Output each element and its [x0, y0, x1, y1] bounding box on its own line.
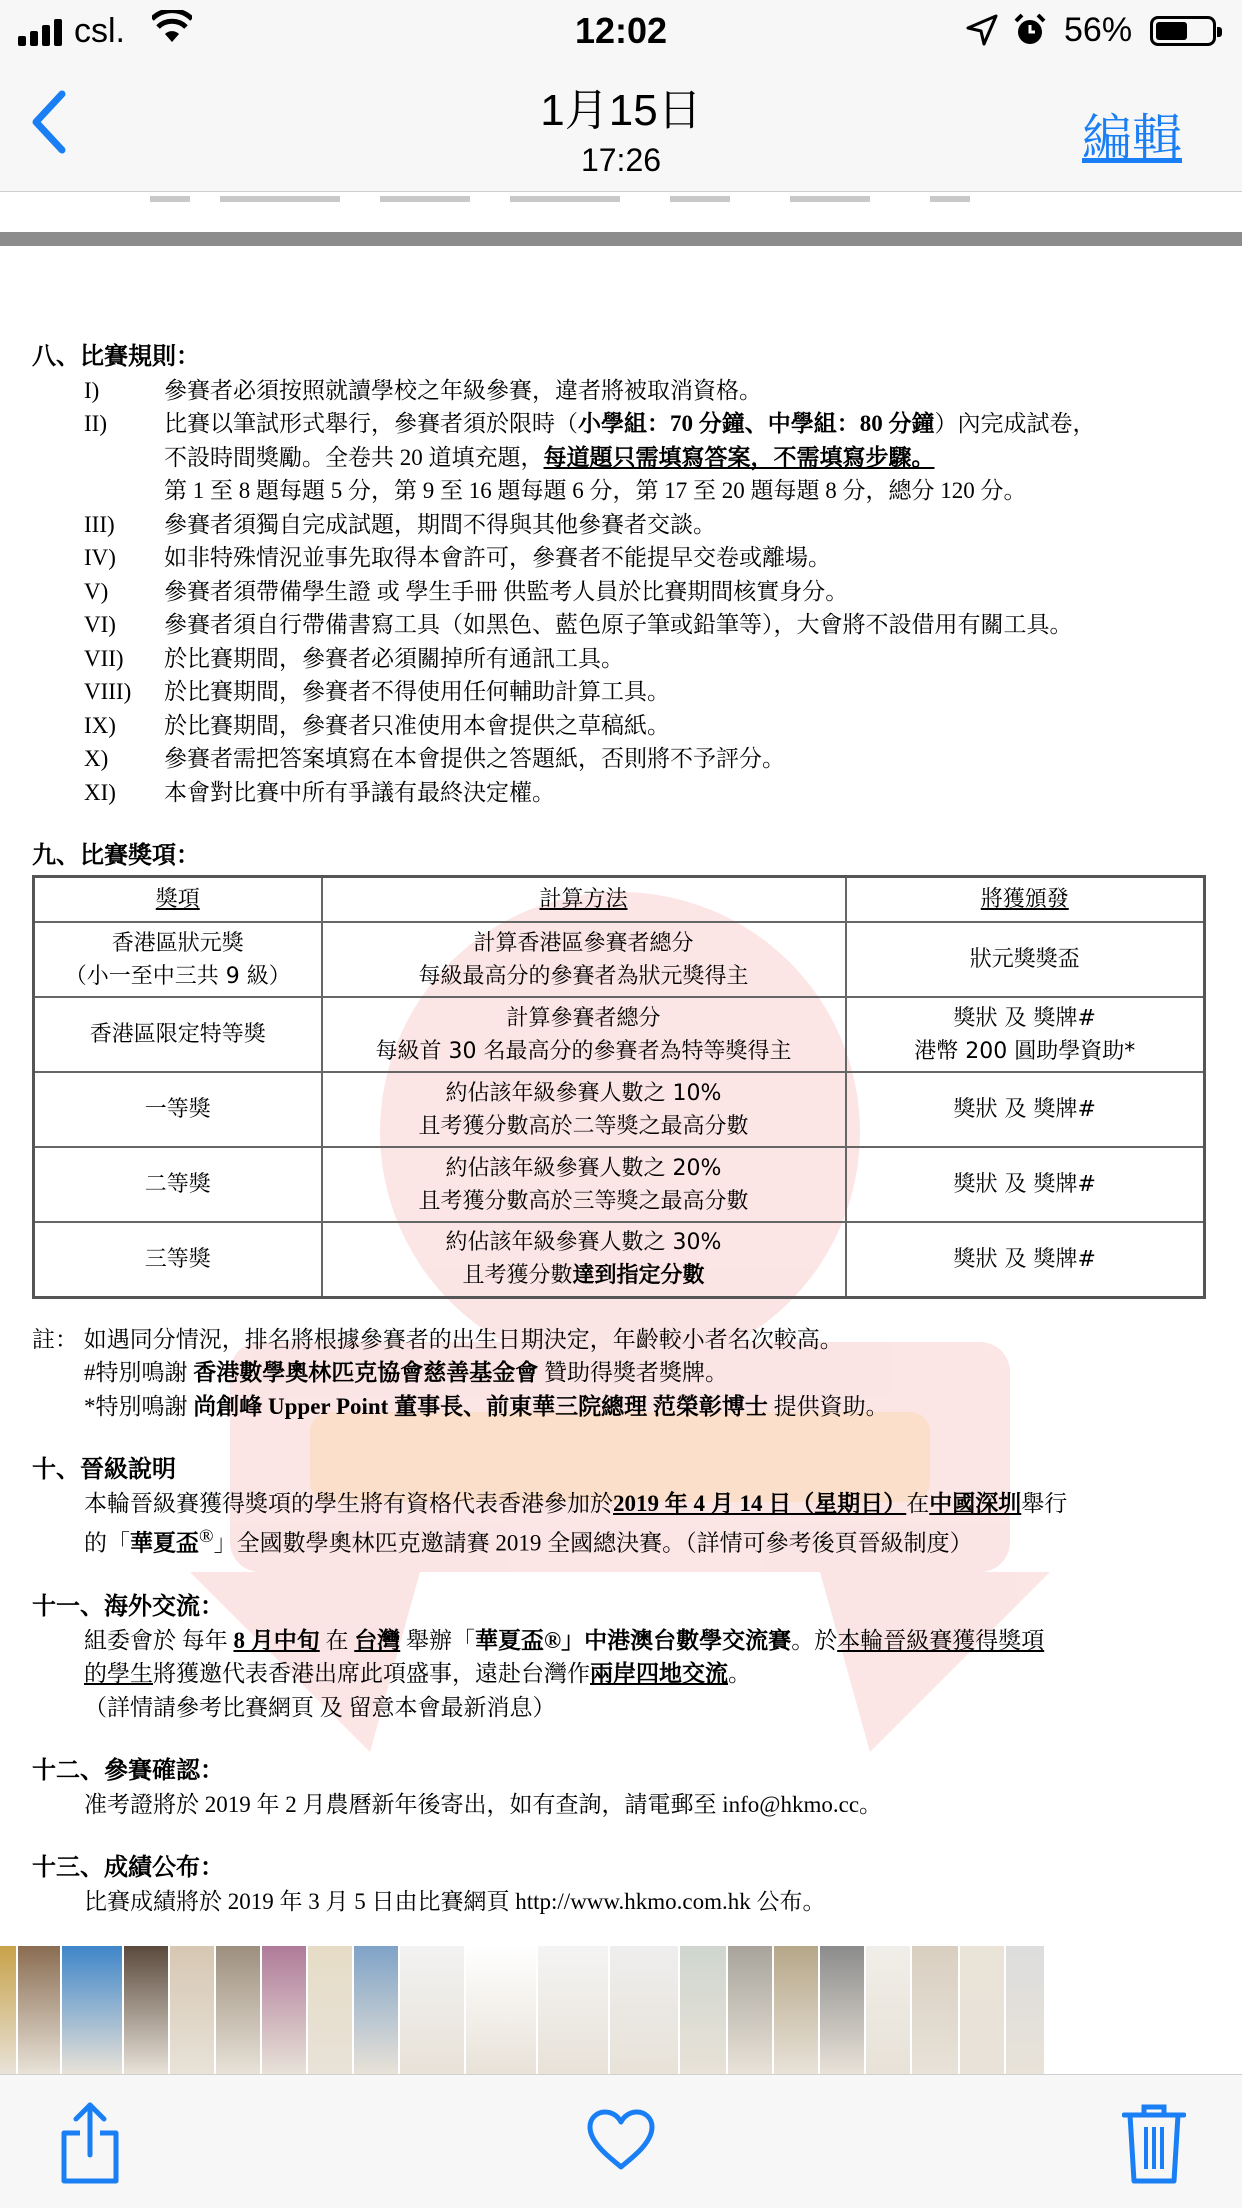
prize-cell: [846, 1147, 1205, 1222]
paragraph-line: [32, 1624, 1212, 1658]
rule-item: [32, 407, 1212, 441]
rule-text: 參賽者必須按照就讀學校之年級參賽，違者將被取消資格。: [164, 377, 762, 403]
prize-line: 狀元獎獎盃: [969, 947, 1080, 972]
rule-text: 於比賽期間，參賽者只准使用本會提供之草稿紙。: [164, 712, 670, 738]
note-text: 贊助得獎者獎牌。: [544, 1360, 728, 1385]
spacer: [32, 1299, 1212, 1323]
note-line: [32, 1356, 1212, 1390]
heart-icon: [586, 2109, 656, 2171]
photo-thumbnail[interactable]: [728, 1946, 774, 2074]
page-divider: [0, 232, 1242, 246]
delete-button[interactable]: [1122, 2101, 1186, 2190]
method-cell: [322, 1072, 846, 1147]
text-part: 舉辦「: [406, 1627, 475, 1653]
award-name: 一等獎: [144, 1097, 211, 1122]
awards-table: [32, 875, 1206, 1299]
method-line: 每級首 30 名最高分的參賽者為特等獎得主: [375, 1038, 792, 1064]
scoring-text: 第 1 至 8 題每題 5 分，第 9 至 16 題每題 6 分，第 17 至 20 題每題 8 分，總分 120 分。: [164, 478, 1027, 503]
note-text: 提供資助。: [773, 1393, 889, 1419]
rule-text: 於比賽期間，參賽者必須關掉所有通訊工具。: [164, 645, 624, 671]
table-header: 獎項: [34, 876, 322, 922]
exchange-name: ®」中港澳台數學交流賽: [544, 1627, 792, 1653]
award-name: 香港區限定特等獎: [89, 1022, 266, 1047]
location-icon: [966, 14, 998, 51]
trash-icon: [1122, 2101, 1186, 2185]
section-13-heading: 十三、成績公布：: [32, 1853, 224, 1882]
text-part: 在: [906, 1490, 930, 1516]
rule-number: IV): [84, 545, 116, 570]
paragraph-line: 准考證將於 2019 年 2 月農曆新年後寄出，如有查詢，請電郵至 info@hkmo.cc。: [84, 1791, 883, 1817]
prize-line: 獎狀 及 獎牌#: [953, 1172, 1096, 1197]
rule-text: 參賽者須自行帶備書寫工具（如黑色、藍色原子筆或鉛筆等），大會將不設借用有關工具。: [164, 612, 1073, 637]
rule-number: VII): [84, 645, 124, 671]
photo-thumbnail[interactable]: [610, 1946, 680, 2074]
table-header: 將獲頒發: [846, 876, 1205, 922]
method-cell: [322, 997, 846, 1072]
time-limit-text: 小學組：70 分鐘、中學組：80 分鐘: [578, 411, 935, 436]
rule-item: [32, 575, 1212, 609]
rule-text: 本會對比賽中所有爭議有最終決定權。: [164, 779, 555, 805]
final-location: 中國深圳: [929, 1490, 1022, 1516]
award-name: 香港區狀元獎: [111, 930, 244, 956]
section-12-heading: 十二、參賽確認：: [32, 1756, 224, 1785]
prize-cell: [846, 1222, 1205, 1297]
photo-thumbnail[interactable]: [912, 1946, 960, 2074]
rule-text: 參賽者須獨自完成試題，期間不得與其他參賽者交談。: [164, 511, 716, 537]
photo-thumbnail[interactable]: [262, 1946, 308, 2074]
photo-thumbnail[interactable]: [124, 1946, 170, 2074]
rule-item: [32, 608, 1212, 642]
photo-thumbnail[interactable]: [774, 1946, 820, 2074]
document-page: [32, 340, 1212, 1918]
note-text: *特別鳴謝: [84, 1393, 188, 1419]
method-line: 約佔該年級參賽人數之 10%: [445, 1080, 722, 1106]
photo-thumbnail[interactable]: [466, 1946, 538, 2074]
answer-only-note: 每道題只需填寫答案，不需填寫步驟。: [543, 444, 935, 470]
photo-thumbnail[interactable]: [400, 1946, 466, 2074]
rule-text: 如非特殊情況並事先取得本會許可，參賽者不能提早交卷或離場。: [164, 545, 831, 570]
paragraph-line: 比賽成績將於 2019 年 3 月 5 日由比賽網頁 http://www.hkmo.com.hk 公布。: [84, 1888, 826, 1914]
photo-thumbnail[interactable]: [680, 1946, 728, 2074]
prize-line: 獎狀 及 獎牌#: [953, 1005, 1096, 1031]
photo-thumbnail[interactable]: [216, 1946, 262, 2074]
photo-date: 1月15日: [540, 86, 702, 135]
photo-thumbnail[interactable]: [960, 1946, 1006, 2074]
rule-item: [32, 776, 1212, 810]
award-name-cell: [34, 922, 322, 997]
table-header-row: [34, 876, 1205, 922]
rule-number: II): [84, 411, 107, 436]
rule-item: [32, 374, 1212, 408]
cup-name: 華夏盃: [475, 1627, 544, 1653]
table-header: 計算方法: [322, 876, 846, 922]
rule-number: XI): [84, 779, 116, 805]
sponsor-name: 范榮彰博士: [652, 1393, 768, 1419]
table-row: [34, 1147, 1205, 1222]
sponsor-name: 香港數學奧林匹克協會慈善基金會: [193, 1360, 539, 1385]
photo-thumbnail[interactable]: [308, 1946, 354, 2074]
prize-cell: [846, 922, 1205, 997]
rule-number: V): [84, 578, 109, 604]
paragraph-line: [32, 1520, 1212, 1560]
method-emphasis: 達到指定分數: [572, 1263, 705, 1289]
navigation-bar: [0, 62, 1242, 192]
method-cell: [322, 1147, 846, 1222]
cup-name: 華夏盃: [130, 1530, 199, 1556]
award-name-cell: [34, 1147, 322, 1222]
method-cell: [322, 1222, 846, 1297]
rule-text: 參賽者須帶備學生證 或 學生手冊 供監考人員於比賽期間核實身分。: [164, 578, 849, 604]
paragraph-line: [32, 1657, 1212, 1691]
text-part: 的「: [84, 1530, 130, 1556]
photo-time: 17:26: [580, 142, 662, 178]
thumbnail-strip[interactable]: [0, 1946, 1242, 2074]
final-date: 2019 年 4 月 14 日（星期日）: [613, 1490, 907, 1516]
method-line: 且考獲分數高於三等獎之最高分數: [418, 1188, 749, 1214]
alarm-icon: [1012, 12, 1048, 53]
method-line: [323, 1259, 845, 1292]
text-part: 在: [325, 1627, 349, 1653]
cropped-text-row: [150, 192, 1050, 206]
photo-thumbnail[interactable]: [0, 1946, 18, 2074]
photo-thumbnail[interactable]: [820, 1946, 866, 2074]
spacer: [32, 1821, 1212, 1851]
photo-thumbnail[interactable]: [538, 1946, 610, 2074]
text-part: 將獲邀代表香港出席此項盛事，遠赴台灣作: [153, 1661, 590, 1687]
rule-number: III): [84, 511, 115, 537]
method-line: 約佔該年級參賽人數之 20%: [445, 1155, 722, 1181]
section-10-heading: 十、晉級說明: [32, 1455, 176, 1483]
prize-line: 港幣 200 圓助學資助*: [914, 1038, 1136, 1064]
award-name-cell: [34, 1072, 322, 1147]
note-line: [32, 1390, 1212, 1424]
note-line: [32, 1323, 1212, 1357]
rule-item: [32, 709, 1212, 743]
section-11-heading: 十一、海外交流：: [32, 1592, 224, 1621]
prize-cell: [846, 1072, 1205, 1147]
photo-thumbnail[interactable]: [1006, 1946, 1046, 2074]
award-name: 三等獎: [144, 1246, 211, 1272]
method-line: 計算香港區參賽者總分: [473, 930, 694, 956]
eligibility-text: 的學生: [84, 1661, 153, 1687]
table-row: [34, 997, 1205, 1072]
rule-number: VIII): [84, 679, 132, 704]
award-subtext: （小一至中三共 9 級）: [64, 963, 291, 989]
rule-number: IX): [84, 712, 116, 738]
table-row: [34, 1072, 1205, 1147]
rule-number: VI): [84, 612, 116, 637]
spacer: [32, 1724, 1212, 1754]
method-line: 每級最高分的參賽者為狀元獎得主: [418, 963, 749, 989]
rule-item: [32, 541, 1212, 575]
rule-item: [32, 675, 1212, 709]
rule-item: [32, 742, 1212, 776]
rule-number: X): [84, 746, 109, 771]
method-line: 約佔該年級參賽人數之 30%: [445, 1230, 722, 1256]
paragraph-line: （詳情請參考比賽網頁 及 留意本會最新消息）: [84, 1694, 556, 1720]
rule-item: [32, 642, 1212, 676]
text-part: 本輪晉級賽獲得獎項的學生將有資格代表香港參加於: [84, 1490, 613, 1516]
status-bar: [0, 0, 1242, 62]
table-row: [34, 922, 1205, 997]
photo-thumbnail[interactable]: [18, 1946, 62, 2074]
status-time: 12:02: [574, 10, 668, 51]
exchange-type: 兩岸四地交流: [590, 1661, 728, 1687]
method-cell: [322, 922, 846, 997]
rule-text-part: 比賽以筆試形式舉行，參賽者須於限時（: [164, 411, 578, 436]
rule-text-part: 不設時間獎勵。全卷共 20 道填充題，: [164, 444, 544, 470]
carrier-name: csl.: [74, 12, 125, 50]
photo-thumbnail[interactable]: [354, 1946, 400, 2074]
rule-text: [164, 407, 1212, 441]
battery-icon: [1150, 16, 1216, 46]
registered-mark: ®: [199, 1526, 214, 1547]
text-part: 舉行: [1021, 1490, 1068, 1516]
prize-line: 獎狀 及 獎牌#: [953, 1246, 1096, 1272]
exchange-date: 8 月中旬: [233, 1627, 320, 1653]
battery-percent: 56%: [1064, 11, 1133, 49]
method-line: 且考獲分數高於二等獎之最高分數: [418, 1113, 749, 1139]
award-name-cell: [34, 997, 322, 1072]
favorite-button[interactable]: [586, 2109, 656, 2176]
photo-thumbnail[interactable]: [170, 1946, 216, 2074]
method-text: 且考獲分數: [462, 1263, 573, 1289]
share-button[interactable]: [58, 2101, 122, 2190]
sponsor-title: 尚創峰 Upper Point 董事長、前東華三院總理: [193, 1393, 648, 1419]
spacer: [32, 809, 1212, 839]
rule-text-cont: [32, 441, 1212, 475]
text-part: 。: [728, 1661, 751, 1687]
photo-thumbnail[interactable]: [62, 1946, 124, 2074]
award-name: 二等獎: [144, 1172, 211, 1197]
method-line: 計算參賽者總分: [506, 1005, 661, 1031]
prize-line: 獎狀 及 獎牌#: [953, 1097, 1096, 1122]
exchange-location: 台灣: [354, 1627, 401, 1653]
note-text: 如遇同分情況，排名將根據參賽者的出生日期決定，年齡較小者名次較高。: [83, 1326, 843, 1352]
text-part: 」全國數學奧林匹克邀請賽 2019 全國總決賽。（詳情可參考後頁晉級制度）: [213, 1530, 973, 1556]
note-label: 註：: [32, 1326, 78, 1352]
photo-date-title: [0, 74, 1242, 179]
rule-item: [32, 508, 1212, 542]
text-part: 。於: [791, 1627, 838, 1653]
section-9-heading: 九、比賽獎項：: [32, 841, 200, 869]
share-icon: [58, 2101, 122, 2185]
section-8-heading: 八、比賽規則：: [32, 342, 200, 370]
rule-number: I): [84, 377, 100, 403]
table-row: [34, 1222, 1205, 1297]
award-name-cell: [34, 1222, 322, 1297]
rule-text: 於比賽期間，參賽者不得使用任何輔助計算工具。: [164, 679, 670, 704]
prize-cell: [846, 997, 1205, 1072]
paragraph-line: [32, 1487, 1212, 1521]
rule-text: 參賽者需把答案填寫在本會提供之答題紙，否則將不予評分。: [164, 746, 785, 771]
bottom-toolbar: [0, 2074, 1242, 2208]
photo-thumbnail[interactable]: [866, 1946, 912, 2074]
edit-button[interactable]: 編輯: [1082, 110, 1182, 166]
rule-text-part: ）內完成試卷，: [934, 411, 1096, 436]
spacer: [32, 1560, 1212, 1590]
eligibility-text: 本輪晉級賽獲得獎項: [837, 1627, 1045, 1653]
note-text: #特別鳴謝: [84, 1360, 188, 1385]
photo-viewer[interactable]: [0, 192, 1242, 1946]
spacer: [32, 1423, 1212, 1453]
text-part: 組委會於 每年: [84, 1627, 228, 1653]
